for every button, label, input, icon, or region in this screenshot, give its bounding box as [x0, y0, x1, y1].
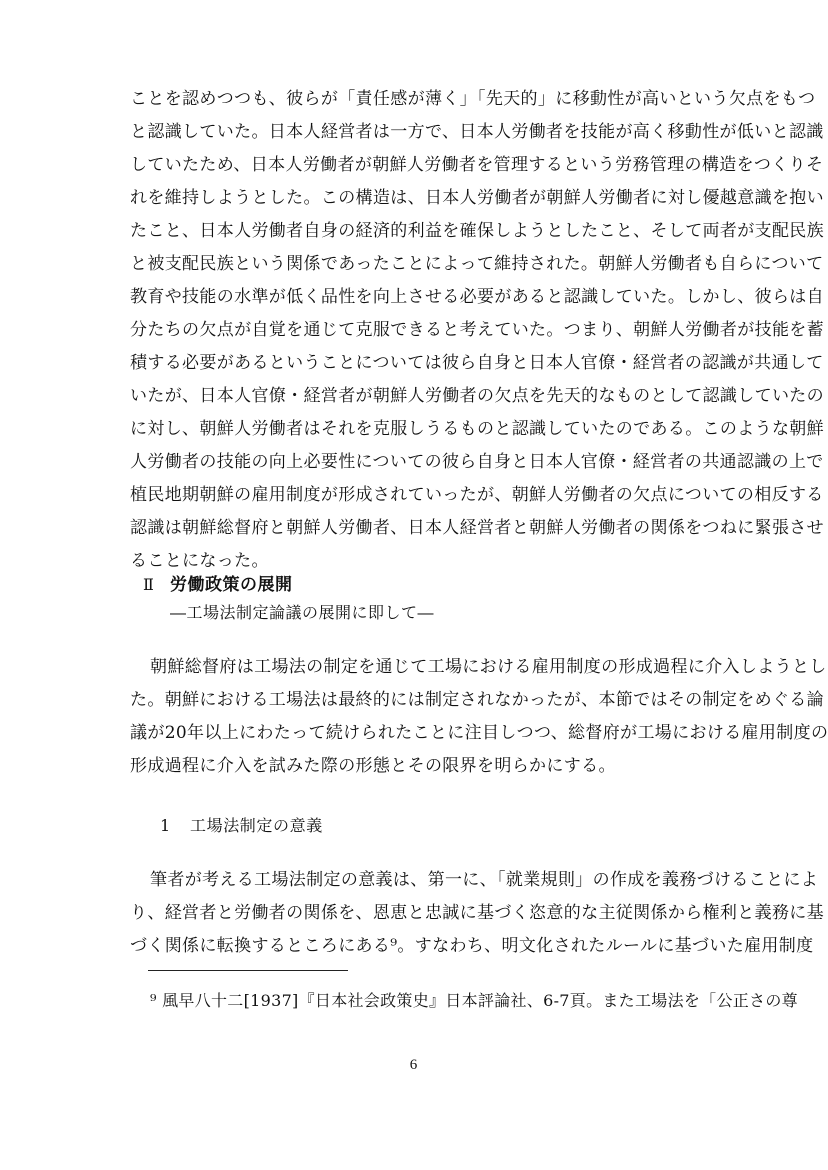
paragraph-line: り、経営者と労働者の関係を、恩恵と忠誠に基づく恣意的な主従関係から権利と義務に基: [130, 903, 824, 923]
paragraph-line: いたが、日本人官僚・経営者が朝鮮人労働者の欠点を先天的なものとして認識していたの: [130, 386, 824, 406]
paragraph-line: 形成過程に介入を試みた際の形態とその限界を明らかにする。: [130, 756, 616, 776]
paragraph-line: ことを認めつつも、彼らが「責任感が薄く」「先天的」に移動性が高いという欠点をもつ: [130, 89, 816, 109]
paragraph-line: た。朝鮮における工場法は最終的には制定されなかったが、本節ではその制定をめぐる論: [130, 690, 824, 710]
subsection-title: 工場法制定の意義: [190, 816, 323, 835]
paragraph-line: 議が20年以上にわたって続けられたことに注目しつつ、総督府が工場における雇用制度の: [130, 723, 828, 743]
paragraph-line: 教育や技能の水準が低く品性を向上させる必要があると認識していた。しかし、彼らは自: [130, 287, 824, 307]
footnote: ⁹ 風早八十二[1937]『日本社会政策史』日本評論社、6-7頁。また工場法を「公正さの尊: [150, 991, 798, 1010]
paragraph-line: れを維持しようとした。この構造は、日本人労働者が朝鮮人労働者に対し優越意識を抱い: [130, 188, 824, 208]
section-title: 労働政策の展開: [170, 575, 293, 595]
paragraph-line: と認識していた。日本人経営者は一方で、日本人労働者を技能が高く移動性が低いと認識: [130, 122, 824, 142]
paragraph-line: 筆者が考える工場法制定の意義は、第一に、「就業規則」の作成を義務づけることによ: [150, 870, 819, 890]
paragraph-line: 認識は朝鮮総督府と朝鮮人労働者、日本人経営者と朝鮮人労働者の関係をつねに緊張させ: [130, 518, 824, 538]
paragraph-line: 植民地期朝鮮の雇用制度が形成されていったが、朝鮮人労働者の欠点についての相反する: [130, 485, 824, 505]
paragraph-line: 分たちの欠点が自覚を通じて克服できると考えていた。つまり、朝鮮人労働者が技能を蓄: [130, 320, 824, 340]
paragraph-line: と被支配民族という関係であったことによって維持された。朝鮮人労働者も自らについて: [130, 254, 824, 274]
paragraph-line: 積する必要があるということについては彼ら自身と日本人官僚・経営者の認識が共通して: [130, 353, 824, 373]
paragraph-line: たこと、日本人労働者自身の経済的利益を確保しようとしたこと、そして両者が支配民族: [130, 221, 824, 241]
paragraph-line: 朝鮮総督府は工場法の制定を通じて工場における雇用制度の形成過程に介入しようとし: [150, 657, 827, 677]
section-number: Ⅱ: [143, 575, 154, 594]
footnote-divider: [148, 970, 348, 971]
paragraph-line: に対し、朝鮮人労働者はそれを克服しうるものと認識していたのである。このような朝鮮: [130, 419, 824, 439]
paragraph-line: していたため、日本人労働者が朝鮮人労働者を管理するという労務管理の構造をつくりそ: [130, 155, 824, 175]
paragraph-line: づく関係に転換するところにある⁹。すなわち、明文化されたルールに基づいた雇用制度: [130, 936, 814, 956]
paragraph-line: 人労働者の技能の向上必要性についての彼ら自身と日本人官僚・経営者の共通認識の上で: [130, 452, 824, 472]
subsection-number: 1: [160, 816, 171, 835]
paragraph-line: ることになった。: [130, 551, 269, 571]
page-number: 6: [409, 1057, 418, 1073]
section-subtitle: ―工場法制定論議の展開に即して―: [170, 603, 435, 622]
